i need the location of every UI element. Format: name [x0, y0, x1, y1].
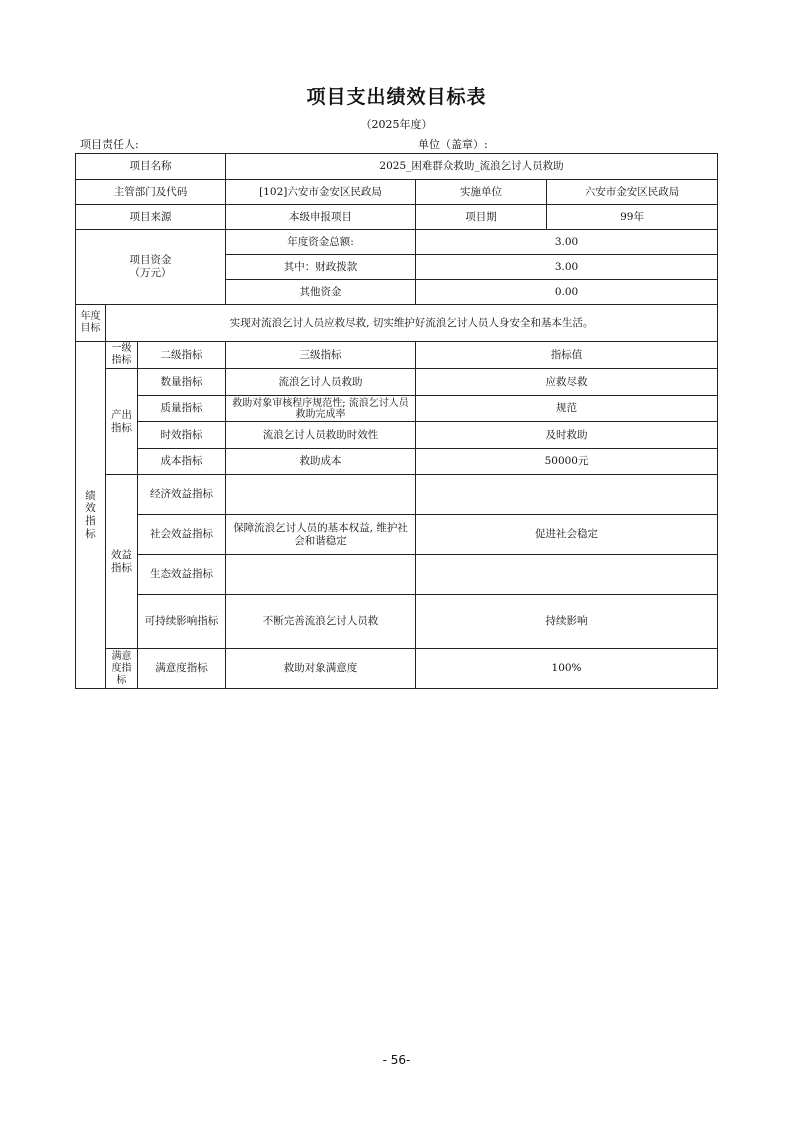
period-label: 项目期: [416, 205, 547, 230]
department-value: [102]六安市金安区民政局: [226, 180, 416, 205]
level3-cell: [226, 475, 416, 515]
funds-other-label: 其他资金: [226, 280, 416, 305]
funds-total-label: 年度资金总额:: [226, 230, 416, 255]
project-name-label: 项目名称: [76, 154, 226, 180]
level3-cell: 救助对象审核程序规范性; 流浪乞讨人员救助完成率: [226, 396, 416, 422]
annual-goal-text: 实现对流浪乞讨人员应救尽救, 切实维护好流浪乞讨人员人身安全和基本生活。: [106, 305, 718, 342]
table-row: [76, 449, 718, 475]
unit-seal-label: 单位（盖章）:: [418, 138, 488, 151]
value-cell: 50000元: [416, 449, 718, 475]
level2-cell: 可持续影响指标: [138, 595, 226, 649]
funds-total-row: [76, 230, 718, 255]
funds-fiscal-value: 3.00: [416, 255, 718, 280]
level2-cell: 经济效益指标: [138, 475, 226, 515]
funds-label: [76, 230, 226, 305]
annual-goal-label: [76, 305, 106, 342]
value-cell: 及时救助: [416, 422, 718, 449]
value-cell: 100%: [416, 649, 718, 689]
indicator-header-row: [76, 342, 718, 369]
level3-cell: 不断完善流浪乞讨人员救: [226, 595, 416, 649]
benefit-label-line2: 指标: [111, 561, 132, 574]
satisfaction-indicator-label: [106, 649, 138, 689]
benefit-label-line1: 效益: [111, 548, 132, 561]
table-row: [76, 422, 718, 449]
funds-label-line1: 项目资金: [129, 254, 172, 267]
level3-cell: [226, 555, 416, 595]
value-cell: [416, 555, 718, 595]
benefit-indicator-label: [106, 475, 138, 649]
value-cell: 持续影响: [416, 595, 718, 649]
funds-fiscal-label: 其中：财政拨款: [226, 255, 416, 280]
table-row: [76, 396, 718, 422]
table-row: [76, 649, 718, 689]
level2-cell: 成本指标: [138, 449, 226, 475]
annual-goal-row: [76, 305, 718, 342]
indicator-group-char: 效: [85, 502, 96, 515]
indicator-group-label: [76, 342, 106, 689]
report-year: （2025年度）: [360, 118, 433, 131]
project-name-value: 2025_困难群众救助_流浪乞讨人员救助: [226, 154, 718, 180]
indicator-group-char: 指: [85, 515, 96, 527]
value-cell: 促进社会稳定: [416, 515, 718, 555]
level2-cell: 质量指标: [138, 396, 226, 422]
indicator-group-char: 绩: [85, 489, 96, 502]
header-level2: 二级指标: [138, 342, 226, 369]
header-level1-line1: 一级: [111, 343, 132, 354]
level3-cell: 流浪乞讨人员救助时效性: [226, 422, 416, 449]
value-cell: 规范: [416, 396, 718, 422]
table-row: [76, 475, 718, 515]
table-row: [76, 595, 718, 649]
level3-cell: 救助对象满意度: [226, 649, 416, 689]
implementing-unit-label: 实施单位: [416, 180, 547, 205]
funds-total-value: 3.00: [416, 230, 718, 255]
source-value: 本级申报项目: [226, 205, 416, 230]
level2-cell: 生态效益指标: [138, 555, 226, 595]
value-cell: [416, 475, 718, 515]
satisfaction-label-line1: 满意: [111, 650, 132, 662]
performance-goal-table: [75, 153, 718, 689]
responsible-person-label: 项目责任人:: [80, 138, 139, 151]
level2-cell: 时效指标: [138, 422, 226, 449]
output-label-line1: 产出: [111, 408, 132, 421]
annual-goal-label-line2: 目标: [80, 323, 101, 334]
level2-cell: 满意度指标: [138, 649, 226, 689]
level2-cell: 社会效益指标: [138, 515, 226, 555]
funds-other-value: 0.00: [416, 280, 718, 305]
level3-cell: 救助成本: [226, 449, 416, 475]
level2-cell: 数量指标: [138, 369, 226, 396]
source-label: 项目来源: [76, 205, 226, 230]
source-row: [76, 205, 718, 230]
satisfaction-label-line2: 度指: [111, 662, 132, 674]
output-label-line2: 指标: [111, 421, 132, 434]
department-label: 主管部门及代码: [76, 180, 226, 205]
page-title: 项目支出绩效目标表: [306, 86, 487, 108]
header-value: 指标值: [416, 342, 718, 369]
annual-goal-label-line1: 年度: [80, 311, 101, 322]
funds-label-line2: （万元）: [129, 267, 172, 279]
period-value: 99年: [547, 205, 718, 230]
header-level1-line2: 指标: [111, 355, 132, 366]
level3-cell: 保障流浪乞讨人员的基本权益, 维护社会和谐稳定: [226, 515, 416, 555]
implementing-unit-value: 六安市金安区民政局: [547, 180, 718, 205]
table-row: [76, 555, 718, 595]
page-number: - 56-: [382, 1053, 411, 1067]
header-level3: 三级指标: [226, 342, 416, 369]
value-cell: 应救尽救: [416, 369, 718, 396]
table-row: [76, 369, 718, 396]
satisfaction-label-line3: 标: [116, 674, 127, 686]
indicator-group-char: 标: [85, 527, 96, 540]
table-row: [76, 515, 718, 555]
output-indicator-label: [106, 369, 138, 475]
header-level1: [106, 342, 138, 369]
department-row: [76, 180, 718, 205]
project-name-row: [76, 154, 718, 180]
level3-cell: 流浪乞讨人员救助: [226, 369, 416, 396]
